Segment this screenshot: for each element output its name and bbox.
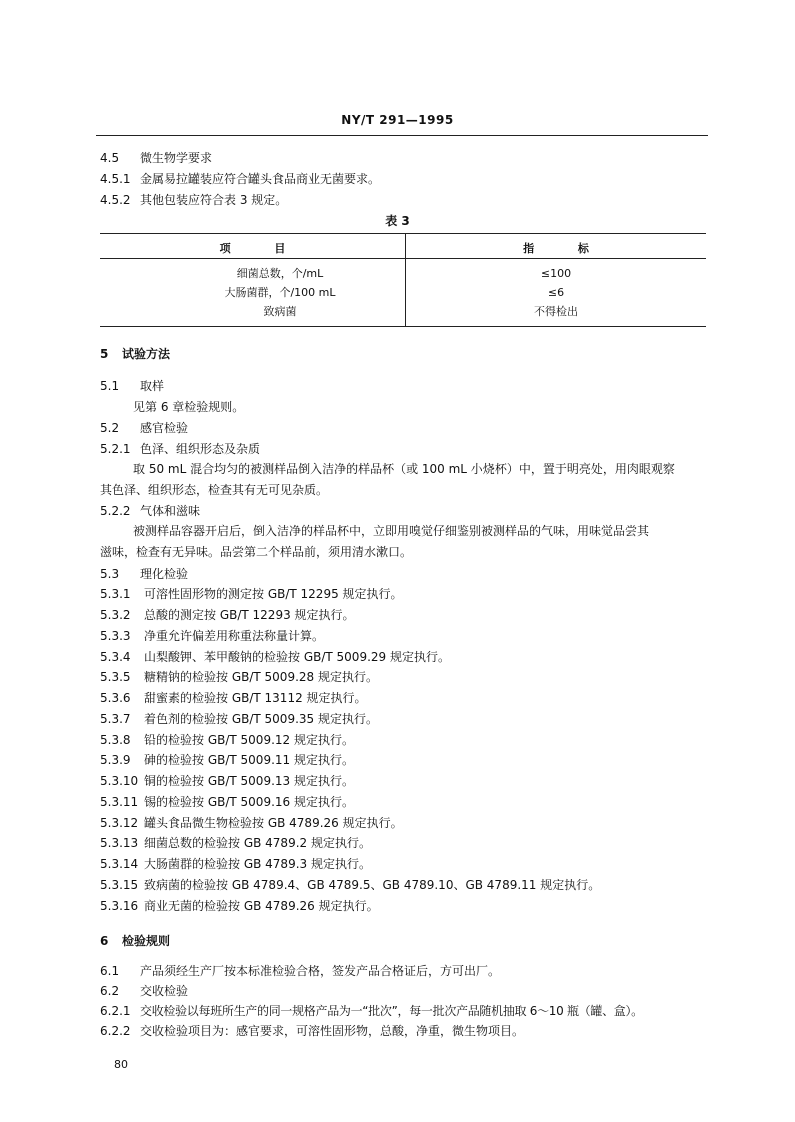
section-text: 大肠菌群的检验按 GB 4789.3 规定执行。 (144, 857, 371, 871)
section-title: 气体和滋味 (140, 504, 201, 518)
section-number: 6.2 (100, 984, 120, 998)
list-item (100, 711, 378, 727)
section-number: 6.2.2 (100, 1024, 131, 1038)
section-6-2-1 (100, 1003, 643, 1019)
section-number: 5.2.1 (100, 442, 131, 456)
section-number: 5.3.9 (100, 753, 131, 767)
table-3-caption: 表 3 (385, 214, 410, 228)
table-row: 细菌总数，个/mL (236, 267, 324, 280)
section-title: 理化检验 (140, 567, 189, 581)
list-item (100, 815, 403, 831)
section-text: 糖精钠的检验按 GB/T 5009.28 规定执行。 (144, 670, 378, 684)
section-5-2 (100, 420, 188, 436)
section-number: 5.3.14 (100, 857, 139, 871)
section-4-5 (100, 150, 212, 166)
list-item (100, 877, 600, 893)
list-item (100, 649, 450, 665)
section-5-1-body: 见第 6 章检验规则。 (133, 400, 245, 414)
table-row: 大肠菌群，个/100 mL (224, 286, 336, 299)
section-5-heading (100, 346, 170, 362)
section-number: 5.3.4 (100, 650, 131, 664)
section-title: 微生物学要求 (140, 151, 213, 165)
section-number: 4.5 (100, 151, 120, 165)
section-5-2-2-body-line-2: 滋味，检查有无异味。品尝第二个样品前，须用清水漱口。 (100, 545, 413, 559)
section-number: 6 (100, 934, 109, 948)
list-item (100, 732, 354, 748)
section-number: 5.3.16 (100, 899, 139, 913)
section-title: 感官检验 (140, 421, 189, 435)
list-item (100, 773, 354, 789)
section-number: 5.3.7 (100, 712, 131, 726)
section-text: 净重允许偏差用称重法称量计算。 (144, 629, 325, 643)
table-top-rule (100, 233, 706, 234)
section-title: 交收检验 (140, 984, 189, 998)
standard-number-header: NY/T 291—1995 (341, 113, 454, 127)
list-item (100, 586, 403, 602)
list-item (100, 690, 367, 706)
section-number: 5.2 (100, 421, 120, 435)
section-title: 色泽、组织形态及杂质 (140, 442, 261, 456)
section-6-1 (100, 963, 500, 979)
section-text: 细菌总数的检验按 GB 4789.2 规定执行。 (144, 836, 371, 850)
section-number: 5.3.10 (100, 774, 139, 788)
section-text: 砷的检验按 GB/T 5009.11 规定执行。 (144, 753, 354, 767)
table-header-index: 指 标 (523, 242, 589, 255)
list-item (100, 669, 378, 685)
table-header-item: 项 目 (219, 242, 286, 255)
table-bottom-rule (100, 326, 706, 327)
table-cell-value: ≤100 (540, 267, 572, 280)
section-5-3 (100, 566, 188, 582)
section-text: 可溶性固形物的测定按 GB/T 12295 规定执行。 (144, 587, 403, 601)
list-item (100, 628, 324, 644)
section-title: 检验规则 (122, 934, 171, 948)
list-item (100, 898, 379, 914)
table-row: 致病菌 (263, 305, 297, 318)
section-number: 6.2.1 (100, 1004, 131, 1018)
section-text: 罐头食品微生物检验按 GB 4789.26 规定执行。 (144, 816, 403, 830)
section-number: 5.3.15 (100, 878, 139, 892)
list-item (100, 607, 355, 623)
section-number: 5.2.2 (100, 504, 131, 518)
section-text: 山梨酸钾、苯甲酸钠的检验按 GB/T 5009.29 规定执行。 (144, 650, 450, 664)
section-text: 着色剂的检验按 GB/T 5009.35 规定执行。 (144, 712, 378, 726)
section-text: 金属易拉罐装应符合罐头食品商业无菌要求。 (140, 172, 381, 186)
section-5-2-1 (100, 441, 260, 457)
section-number: 6.1 (100, 964, 120, 978)
list-item (100, 752, 354, 768)
section-title: 试验方法 (122, 347, 171, 361)
section-number: 5.3.3 (100, 629, 131, 643)
page-number: 80 (114, 1058, 128, 1071)
section-text: 甜蜜素的检验按 GB/T 13112 规定执行。 (144, 691, 367, 705)
section-text: 铜的检验按 GB/T 5009.13 规定执行。 (144, 774, 354, 788)
list-item (100, 794, 354, 810)
section-text: 锡的检验按 GB/T 5009.16 规定执行。 (144, 795, 354, 809)
section-text: 交收检验项目为：感官要求，可溶性固形物，总酸，净重，微生物项目。 (140, 1024, 525, 1038)
table-cell-value: 不得检出 (534, 305, 578, 318)
section-5-2-1-body-line-2: 其色泽、组织形态，检查其有无可见杂质。 (100, 483, 329, 497)
section-number: 5.3.12 (100, 816, 139, 830)
section-text: 铅的检验按 GB/T 5009.12 规定执行。 (144, 733, 354, 747)
section-5-2-1-body-line-1: 取 50 mL 混合均匀的被测样品倒入洁净的样品杯（或 100 mL 小烧杯）中，置于明亮处，用肉眼观察 (133, 462, 675, 476)
section-number: 5.3.8 (100, 733, 131, 747)
section-5-1 (100, 378, 164, 394)
section-5-2-2 (100, 503, 200, 519)
section-number: 5.1 (100, 379, 120, 393)
section-number: 5 (100, 347, 109, 361)
section-4-5-1 (100, 171, 380, 187)
section-5-2-2-body-line-1: 被测样品容器开启后，倒入洁净的样品杯中，立即用嗅觉仔细鉴别被测样品的气味，用味觉品尝其 (133, 524, 650, 538)
section-text: 致病菌的检验按 GB 4789.4、GB 4789.5、GB 4789.10、GB 4789.11 规定执行。 (144, 878, 601, 892)
section-6-heading (100, 933, 170, 949)
section-number: 5.3.1 (100, 587, 131, 601)
section-number: 5.3.5 (100, 670, 131, 684)
section-number: 5.3 (100, 567, 120, 581)
table-cell-value: ≤6 (547, 286, 565, 299)
table-3 (100, 233, 706, 327)
section-4-5-2 (100, 192, 287, 208)
section-number: 4.5.1 (100, 172, 131, 186)
section-text: 商业无菌的检验按 GB 4789.26 规定执行。 (144, 899, 379, 913)
section-number: 5.3.6 (100, 691, 131, 705)
section-text: 其他包装应符合表 3 规定。 (140, 193, 288, 207)
list-item (100, 835, 371, 851)
section-number: 4.5.2 (100, 193, 131, 207)
section-6-2 (100, 983, 188, 999)
section-number: 5.3.13 (100, 836, 139, 850)
section-number: 5.3.2 (100, 608, 131, 622)
table-header-rule (100, 258, 706, 259)
header-rule (96, 135, 708, 136)
section-number: 5.3.11 (100, 795, 139, 809)
section-title: 取样 (140, 379, 165, 393)
list-item (100, 856, 371, 872)
section-text: 交收检验以每班所生产的同一规格产品为一“批次”，每一批次产品随机抽取 6～10 瓶（罐、盒）。 (140, 1004, 643, 1018)
section-text: 产品须经生产厂按本标准检验合格，签发产品合格证后，方可出厂。 (140, 964, 501, 978)
section-text: 总酸的测定按 GB/T 12293 规定执行。 (144, 608, 355, 622)
section-6-2-2 (100, 1023, 524, 1039)
